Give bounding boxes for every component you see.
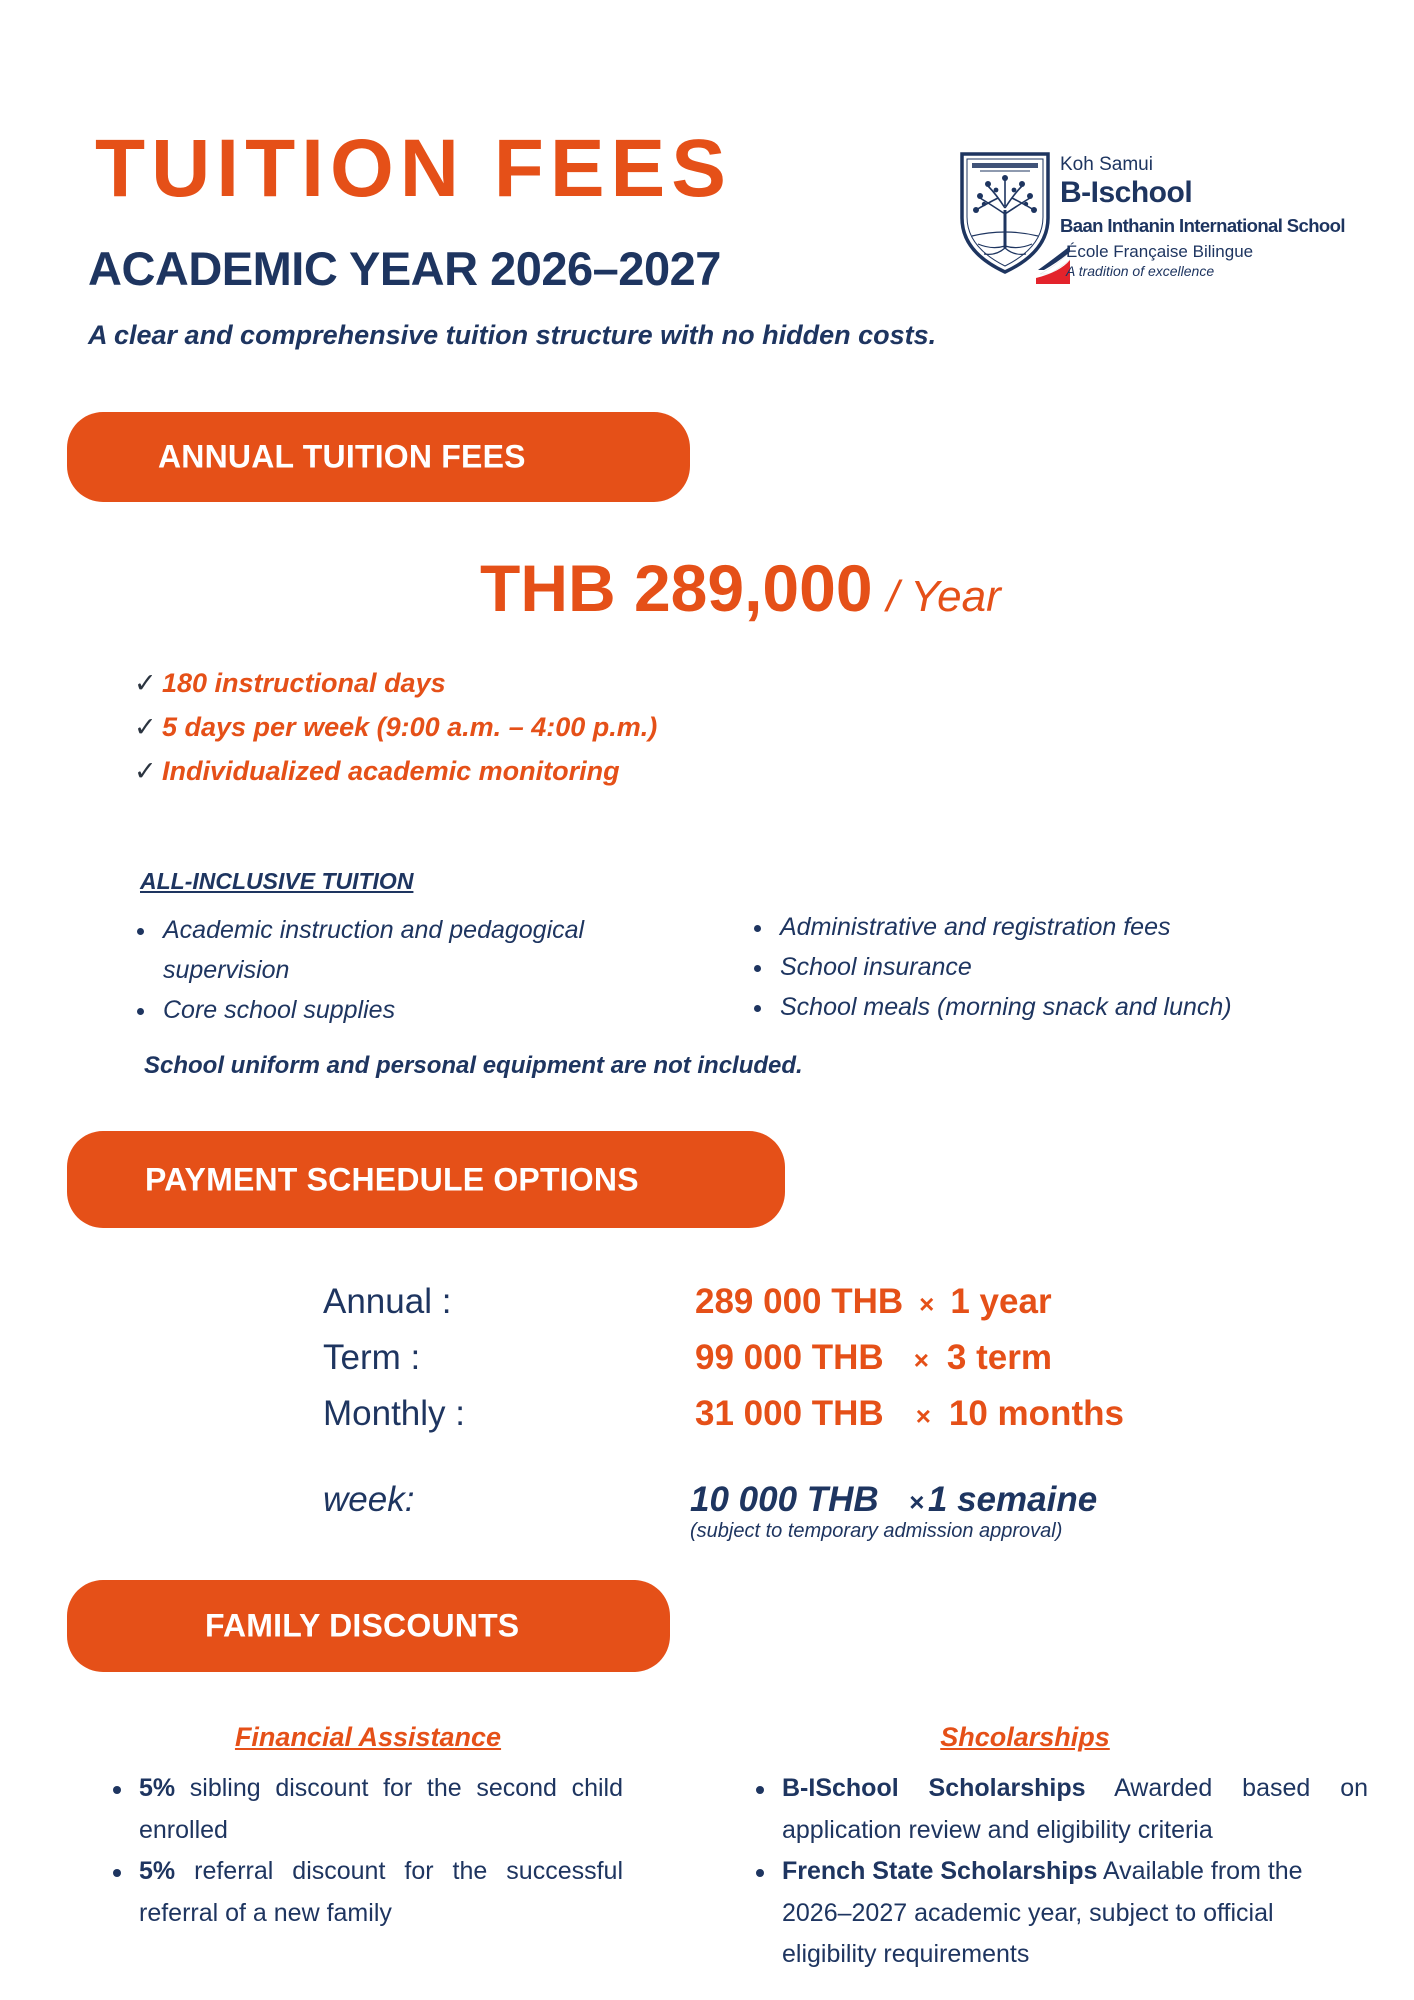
family-discounts-label: FAMILY DISCOUNTS	[205, 1607, 520, 1644]
schedule-amount: 289 000 THB	[695, 1282, 904, 1321]
feature-item	[134, 670, 446, 697]
discount-text: referral discount for the successful referral of a new family	[139, 1857, 623, 1927]
list-item: Administrative and registration fees	[752, 907, 1352, 947]
all-inclusive-heading: ALL-INCLUSIVE TUITION	[140, 868, 414, 894]
discount-text: sibling discount for the second child enrolled	[139, 1774, 623, 1844]
list-item: Core school supplies	[135, 990, 695, 1030]
schedule-multiplier: 3 term	[946, 1338, 1052, 1377]
logo-french-name: École Française Bilingue	[1066, 242, 1254, 261]
list-item: Academic instruction and pedagogical supervision	[135, 910, 695, 990]
scholarship-text: Awarded based on application review and eligibility criteria	[782, 1774, 1368, 1844]
schedule-label-week: week:	[323, 1480, 415, 1519]
price-amount: THB 289,000	[480, 551, 873, 625]
schedule-value-week	[690, 1482, 1097, 1517]
payment-schedule-label: PAYMENT SCHEDULE OPTIONS	[145, 1161, 639, 1197]
page-title: TUITION FEES	[95, 123, 732, 214]
feature-item	[134, 758, 620, 785]
feature-text: 5 days per week (9:00 a.m. – 4:00 p.m.)	[162, 712, 658, 742]
schedule-value-monthly	[695, 1396, 1124, 1431]
times-icon: ×	[913, 1345, 929, 1375]
scholarships-heading: Shcolarships	[940, 1722, 1110, 1752]
logo-school-name: Baan Inthanin International School	[1060, 215, 1345, 236]
schedule-value-annual	[695, 1284, 1052, 1319]
annual-tuition-fees-label: ANNUAL TUITION FEES	[158, 438, 526, 475]
discount-rate: 5%	[139, 1774, 176, 1802]
list-item	[754, 1851, 1368, 1976]
list-item: School meals (morning snack and lunch)	[752, 987, 1352, 1027]
school-logo	[958, 148, 1368, 288]
annual-price	[480, 551, 1001, 625]
schedule-label-annual: Annual :	[323, 1282, 452, 1321]
family-discounts-banner	[67, 1580, 670, 1672]
schedule-label-term: Term :	[323, 1338, 421, 1377]
payment-schedule-banner	[67, 1131, 785, 1228]
scholarship-name: French State Scholarships	[782, 1857, 1098, 1885]
checkmark-icon: ✓	[134, 756, 157, 786]
schedule-multiplier: 1 semaine	[927, 1480, 1098, 1519]
feature-item	[134, 714, 657, 741]
logo-motto: A tradition of excellence	[1066, 263, 1215, 279]
scholarship-text: Available from the 2026–2027 academic year, subject to official eligibility requirements	[782, 1857, 1303, 1968]
checkmark-icon: ✓	[134, 712, 157, 742]
french-flag-swoosh-icon	[1034, 244, 1070, 284]
scholarships-list	[754, 1768, 1368, 1976]
times-icon: ×	[908, 1487, 924, 1517]
price-period: / Year	[886, 572, 1001, 621]
checkmark-icon: ✓	[134, 668, 157, 698]
annual-tuition-fees-banner	[67, 412, 690, 502]
inclusive-list-right	[752, 907, 1352, 1027]
times-icon: ×	[915, 1401, 931, 1431]
inclusive-list-left	[135, 910, 695, 1030]
schedule-multiplier: 10 months	[948, 1394, 1124, 1433]
week-note: (subject to temporary admission approval)	[690, 1520, 1063, 1542]
discount-rate: 5%	[139, 1857, 176, 1885]
academic-year-heading: ACADEMIC YEAR 2026–2027	[88, 242, 721, 295]
financial-assistance-list	[111, 1768, 623, 1934]
list-item: School insurance	[752, 947, 1352, 987]
financial-assistance-heading: Financial Assistance	[234, 1722, 502, 1752]
feature-text: 180 instructional days	[162, 668, 446, 698]
schedule-value-term	[695, 1340, 1052, 1375]
schedule-amount: 31 000 THB	[695, 1394, 884, 1433]
logo-location: Koh Samui	[1060, 154, 1153, 175]
not-included-note: School uniform and personal equipment are not included.	[144, 1052, 803, 1079]
feature-text: Individualized academic monitoring	[162, 756, 620, 786]
schedule-label-monthly: Monthly :	[323, 1394, 465, 1433]
list-item	[111, 1851, 623, 1934]
schedule-amount: 10 000 THB	[690, 1480, 879, 1519]
schedule-amount: 99 000 THB	[695, 1338, 884, 1377]
list-item	[754, 1768, 1368, 1851]
schedule-multiplier: 1 year	[950, 1282, 1052, 1321]
logo-brand-name: B-Ischool	[1060, 176, 1193, 209]
list-item	[111, 1768, 623, 1851]
scholarship-name: B-ISchool Scholarships	[782, 1774, 1086, 1802]
tagline: A clear and comprehensive tuition structure with no hidden costs.	[88, 320, 937, 350]
times-icon: ×	[919, 1289, 935, 1319]
